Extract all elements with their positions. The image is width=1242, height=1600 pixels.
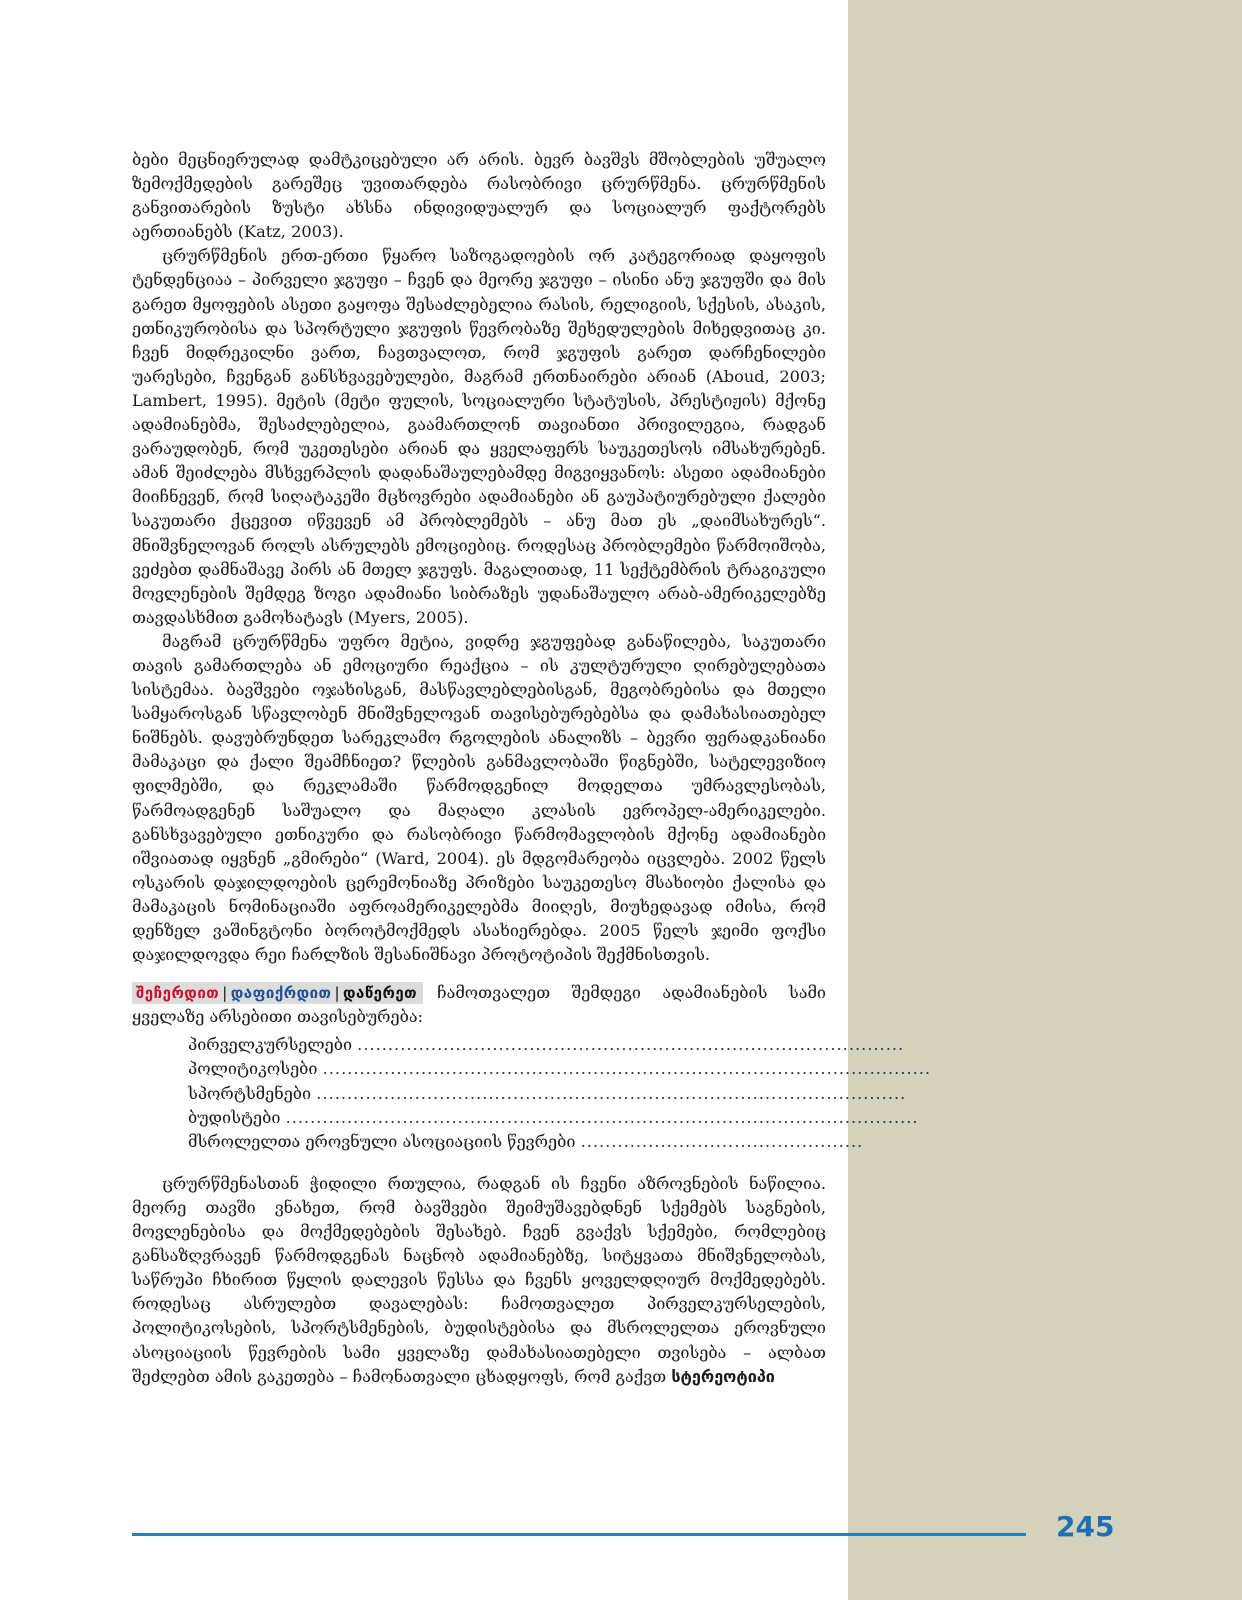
paragraph-4 — [132, 1172, 826, 1389]
task-prompt-line — [132, 981, 826, 1029]
fill-item — [188, 1057, 932, 1081]
fill-item-label: სპორტსმენები — [188, 1083, 312, 1103]
fill-item-label: მსროლელთა ეროვნული ასოციაციის წევრები — [188, 1131, 576, 1151]
fill-item-blank: .............................................. — [580, 1131, 864, 1151]
fill-in-list — [188, 1033, 932, 1153]
page-number: 245 — [1056, 1510, 1115, 1543]
side-margin-band — [848, 0, 1242, 1600]
fill-item-label: ბუდისტები — [188, 1107, 281, 1127]
paragraph-3: მაგრამ ცრურწმენა უფრო მეტია, ვიდრე ჯგუფებად განაწილება, საკუთარი თავის გამართლება ან ემოციური რეაქცია – ის კულტურული ღირებულებათა სისტემაა. ბავშვები ოჯახისგან, მასწავლებლებისგან, მეგობრებისა და მთელი სამყაროსგან სწავლობენ მნიშვნელოვან თავისებურებებსა და დამახასიათებელ ნიშნებს. დავუბრუნდეთ სარეკლამო რგოლების ანალიზს – ბევრი ფერადკანიანი მამაკაცი და ქალი შეამჩნიეთ? წლების განმავლობაში წიგნებში, სატელევიზიო ფილმებში, და რეკლამაში წარმოდგენილ მოდელთა უმრავლესობას, წარმოადგენენ საშუალო და მაღალი კლასის ევროპელ-ამერიკელები. განსხვავებული ეთნიკური და რასობრივი წარმომავლობის მქონე ადამიანები იშვიათად იყვნენ „გმირები“ (Ward, 2004). ეს მდგომარეობა იცვლება. 2002 წელს ოსკარის დაჯილდოების ცერემონიაზე პრიზები საუკეთესო მსახიობი ქალისა და მამაკაცის ნომინაციაში აფროამერიკელებმა მიიღეს, მიუხედავად იმისა, რომ დენზელ ვაშინგტონი ბოროტმოქმედს ასახიერებდა. 2005 წელს ჯეიმი ფოქსი დაჯილდოვდა რეი ჩარლზის შესანიშნავი პროტოტიპის შექმნისთვის. — [132, 631, 826, 965]
fill-item-blank: ......................................................................................... — [357, 1035, 905, 1055]
key-term: სტერეოტიპი — [671, 1366, 775, 1386]
tag-reflect: დაფიქრდით — [230, 984, 332, 1003]
tag-separator: | — [334, 984, 341, 1003]
fill-item — [188, 1106, 919, 1130]
footer-rule — [132, 1533, 1026, 1536]
stop-think-write-box — [132, 981, 932, 1154]
page-content — [132, 148, 932, 1389]
fill-item-blank: ................................................................................................ — [316, 1083, 907, 1103]
tag-stop: შეჩერდით — [136, 984, 220, 1003]
paragraph-2: ცრურწმენის ერთ-ერთი წყარო საზოგადოების ორ კატეგორიად დაყოფის ტენდენციაა – პირველი ჯგუფი – ჩვენ და მეორე ჯგუფი – ისინი ანუ ჯგუფში და მის გარეთ მყოფების ასეთი გაყოფა შესაძლებელია რასის, რელიგიის, სქესის, ასაკის, ეთნიკურობისა და სპორტული ჯგუფის წევრობაზე შეხედულების მიხედვითაც კი. ჩვენ მიდრეკილნი ვართ, ჩავთვალოთ, რომ ჯგუფის გარეთ დარჩენილები უარესები, ჩვენგან განსხვავებულები, მაგრამ ერთნაირები არიან (Aboud, 2003; Lambert, 1995). მეტის (მეტი ფულის, სოციალური სტატუსის, პრესტიჟის) მქონე ადამიანებმა, შესაძლებელია, გაამართლონ თავიანთი პრივილეგია, რადგან ვარაუდობენ, რომ უკეთესები არიან და ყველაფერს საუკეთესოს იმსახურებენ. ამან შეიძლება მსხვერპლის დადანაშაულებამდე მიგვიყვანოს: ასეთი ადამიანები მიიჩნევენ, რომ სიღატაკეში მცხოვრები ადამიანები ან გაუპატიურებული ქალები საკუთარი ქცევით იწვევენ ამ პრობლემებს – ანუ მათ ეს „დაიმსახურეს“. მნიშვნელოვან როლს ასრულებს ემოციებიც. როდესაც პრობლემები წარმოიშობა, ვეძებთ დამნაშავე პირს ან მთელ ჯგუფს. მაგალითად, 11 სექტემბრის ტრაგიკული მოვლენების შემდეგ ზოგი ადამიანი სიბრაზეს უდანაშაულო არაბ-ამერიკელებზე თავდასხმით გამოხატავს (Myers, 2005). — [132, 246, 826, 627]
tag-write: დაწერეთ — [343, 984, 418, 1003]
fill-item-label: პირველკურსელები — [188, 1035, 353, 1055]
paragraph-1: ბები მეცნიერულად დამტკიცებული არ არის. ბევრ ბავშვს მშობლების უშუალო ზემოქმედების გარეშეც უვითარდება რასობრივი ცრურწმენა. ცრურწმენის განვითარების ზუსტი ახსნა ინდივიდუალურ და სოციალურ ფაქტორებს აერთიანებს (Katz, 2003). — [132, 150, 826, 242]
fill-item — [188, 1082, 907, 1106]
task-prompt: ჩამოთვალეთ შემდეგი ადამიანების სამი ყველაზე არსებითი თავისებურება: — [132, 983, 826, 1027]
fill-item-blank: ....................................................................................................... — [285, 1107, 919, 1127]
paragraph-4-text: ცრურწმენასთან ჭიდილი რთულია, რადგან ის ჩვენი აზროვნების ნაწილია. მეორე თავში ვნახეთ, რომ ბავშვები შეიმუშავებდნენ სქემებს საგნების, მოვლენებისა და მოქმედებების შესახებ. ჩვენ გვაქვს სქემები, რომლებიც განსაზღვრავენ წარმოდგენას ნაცნობ ადამიანებზე, სიტყვათა მნიშვნელობას, საწრუპი ჩხირით წყლის დალევის წესსა და ჩვენს ყოველდღიურ მოქმედებებს. როდესაც ასრულებთ დავალებას: ჩამოთვალეთ პირველკურსელების, პოლიტიკოსების, სპორტსმენების, ბუდისტებისა და მსროლელთა ეროვნული ასოციაციის წევრების სამი ყველაზე დამახასიათებელი თვისება – ალბათ შეძლებთ ამის გაკეთება – ჩამონათვალი ცხადყოფს, რომ გაქვთ — [132, 1173, 826, 1386]
fill-item — [188, 1130, 864, 1154]
tag-separator: | — [222, 984, 228, 1003]
fill-item-blank: ................................................................................................... — [322, 1059, 932, 1079]
fill-item — [188, 1033, 905, 1057]
fill-item-label: პოლიტიკოსები — [188, 1059, 318, 1079]
task-tag-group — [132, 982, 423, 1004]
